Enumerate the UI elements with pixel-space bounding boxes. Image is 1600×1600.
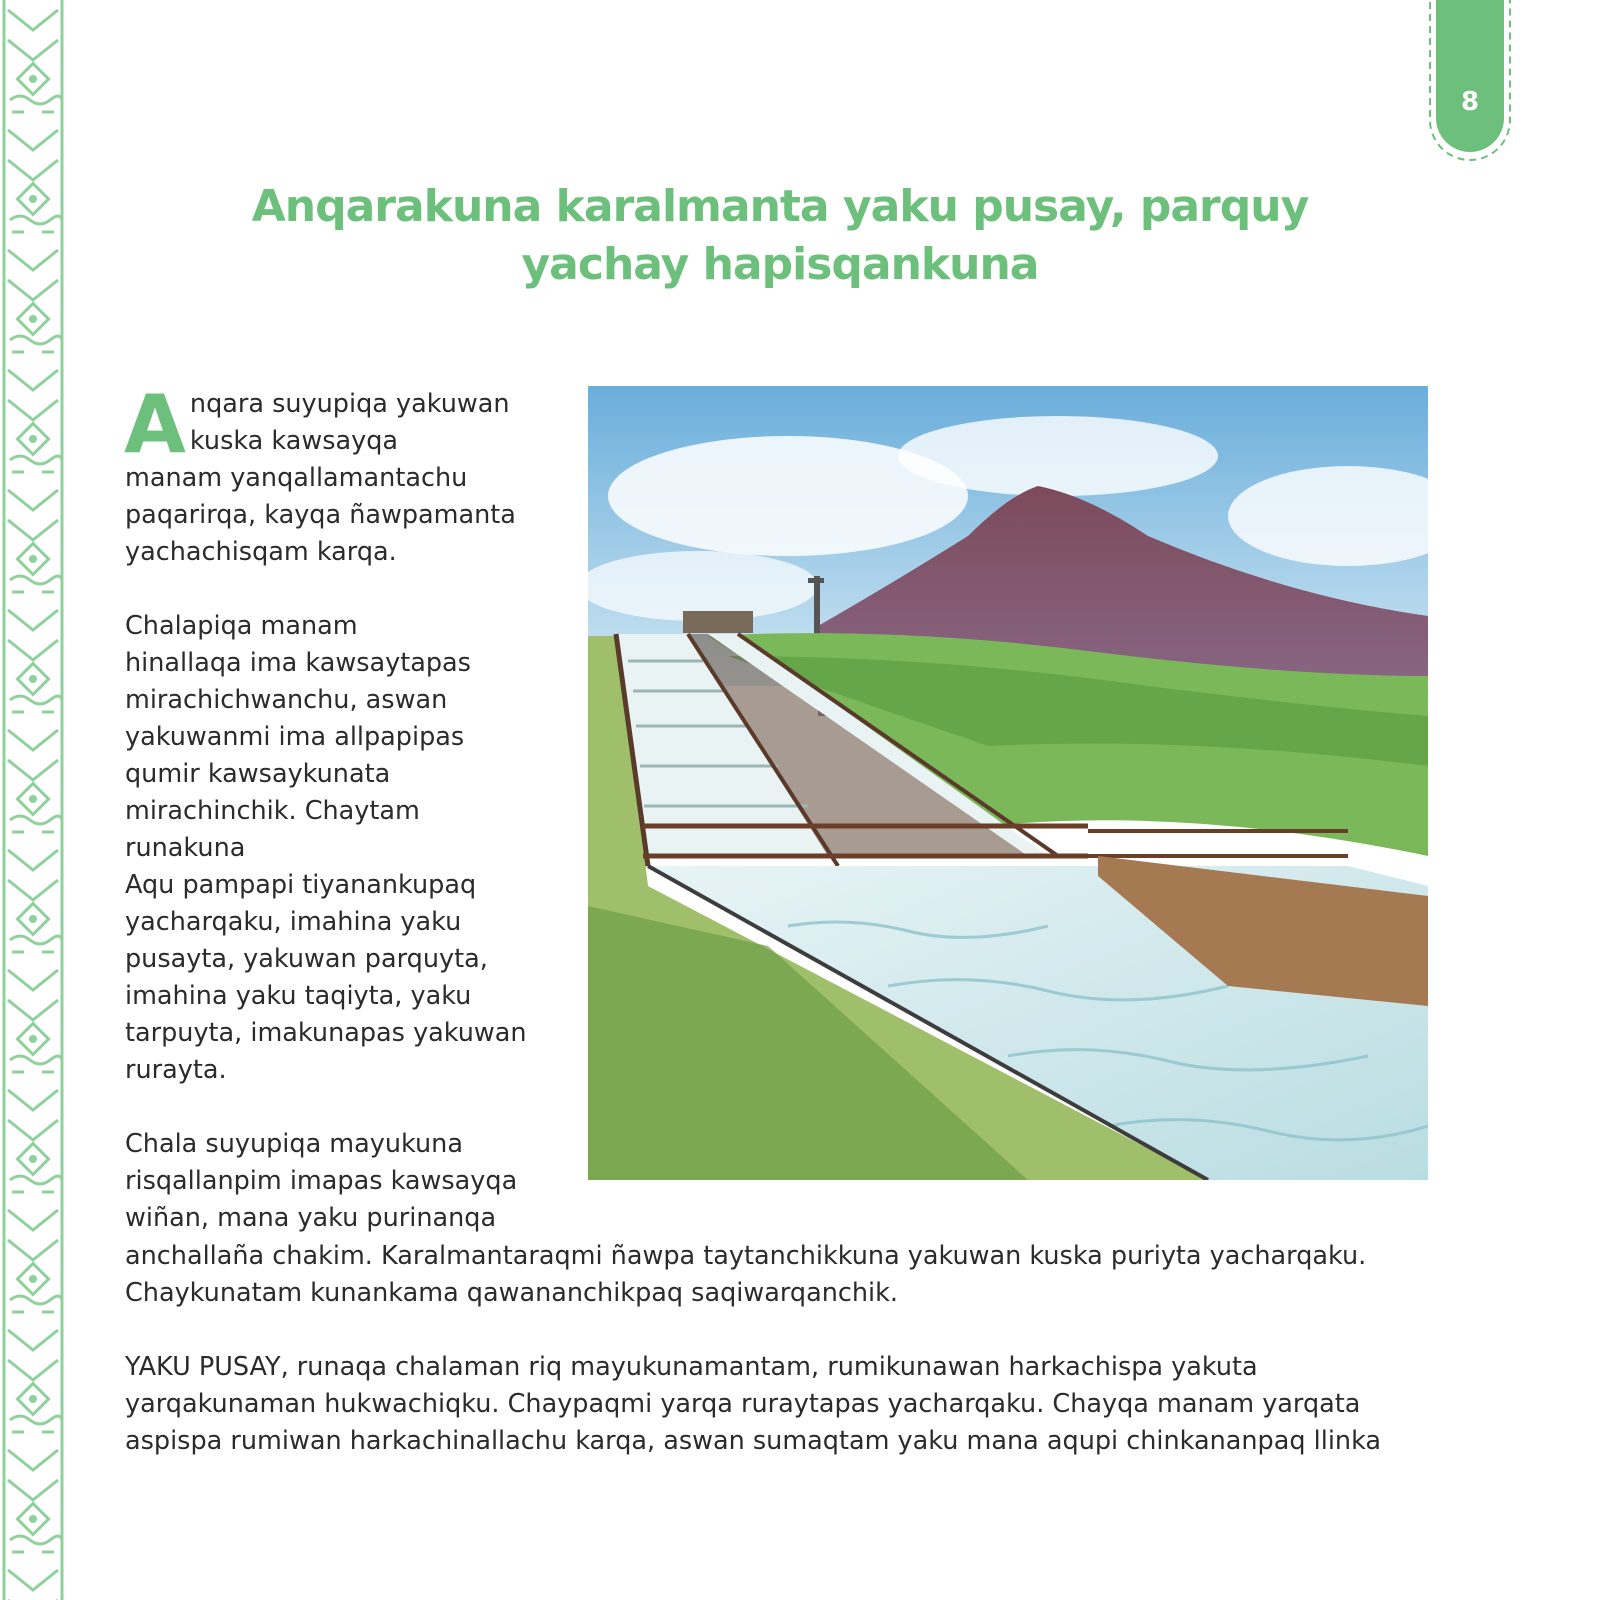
drop-cap: A xyxy=(124,378,186,471)
paragraph-line: yakuwanmi ima allpapipas xyxy=(125,722,465,752)
page-number: 8 xyxy=(1460,87,1480,117)
left-column-text xyxy=(124,378,545,1237)
paragraph-line: tarpuyta, imakunapas yakuwan xyxy=(125,1018,527,1048)
decorative-border xyxy=(0,0,66,1600)
page-title xyxy=(230,178,1330,294)
paragraph-line: yacharqaku, imahina yaku xyxy=(125,907,462,937)
paragraph-line: yarqakunaman hukwachiqku. Chaypaqmi yarqa ruraytapas yacharqaku. Chayqa manam yarqata xyxy=(125,1389,1361,1419)
paragraph-line: anchallaña chakim. Karalmantaraqmi ñawpa taytanchikkuna yakuwan kuska puriyta yacharqaku. xyxy=(125,1241,1367,1271)
paragraph-line: aspispa rumiwan harkachinallachu karqa, aswan sumaqtam yaku mana aqupi chinkananpaq llinka xyxy=(125,1426,1382,1456)
paragraph-3-end xyxy=(125,1238,1425,1312)
paragraph-line: YAKU PUSAY, runaqa chalaman riq mayukunamantam, rumikunawan harkachispa yakuta xyxy=(125,1352,1258,1382)
paragraph-3-start xyxy=(125,1126,545,1237)
paragraph-line: imahina yaku taqiyta, yaku xyxy=(125,981,472,1011)
paragraph-line: Chaykunatam kunankama qawananchikpaq saqiwarqanchik. xyxy=(125,1278,898,1308)
paragraph-line: mirachinchik. Chaytam xyxy=(125,796,420,826)
paragraph-line: yachachisqam karqa. xyxy=(125,537,397,567)
page-number-tab xyxy=(1428,0,1512,166)
paragraph-line: runakuna xyxy=(125,833,246,863)
paragraph-line: kuska kawsayqa xyxy=(189,426,399,456)
paragraph-line: Chala suyupiqa mayukuna xyxy=(125,1129,463,1159)
page-title-line-1: Anqarakuna karalmanta yaku pusay, parquy xyxy=(251,181,1309,232)
paragraph-line: risqallanpim imapas kawsayqa xyxy=(125,1166,518,1196)
paragraph-line: qumir kawsaykunata xyxy=(125,759,391,789)
canal-illustration xyxy=(588,386,1428,1180)
paragraph-2 xyxy=(125,608,545,1089)
paragraph-line: rurayta. xyxy=(125,1055,227,1085)
paragraph-line: wiñan, mana yaku purinanqa xyxy=(125,1203,497,1233)
paragraph-1 xyxy=(124,378,545,571)
paragraph-line: manam yanqallamantachu xyxy=(125,463,468,493)
paragraph-4 xyxy=(125,1349,1425,1460)
paragraph-line: Chalapiqa manam xyxy=(125,611,358,641)
paragraph-line: paqarirqa, kayqa ñawpamanta xyxy=(125,500,516,530)
paragraph-line: hinallaqa ima kawsaytapas xyxy=(125,648,471,678)
paragraph-line: pusayta, yakuwan parquyta, xyxy=(125,944,488,974)
paragraph-line: mirachichwanchu, aswan xyxy=(125,685,448,715)
paragraph-line: Aqu pampapi tiyanankupaq xyxy=(125,870,477,900)
paragraph-line: nqara suyupiqa yakuwan xyxy=(189,389,510,419)
full-width-text xyxy=(125,1238,1425,1460)
page-title-line-2: yachay hapisqankuna xyxy=(521,239,1039,290)
